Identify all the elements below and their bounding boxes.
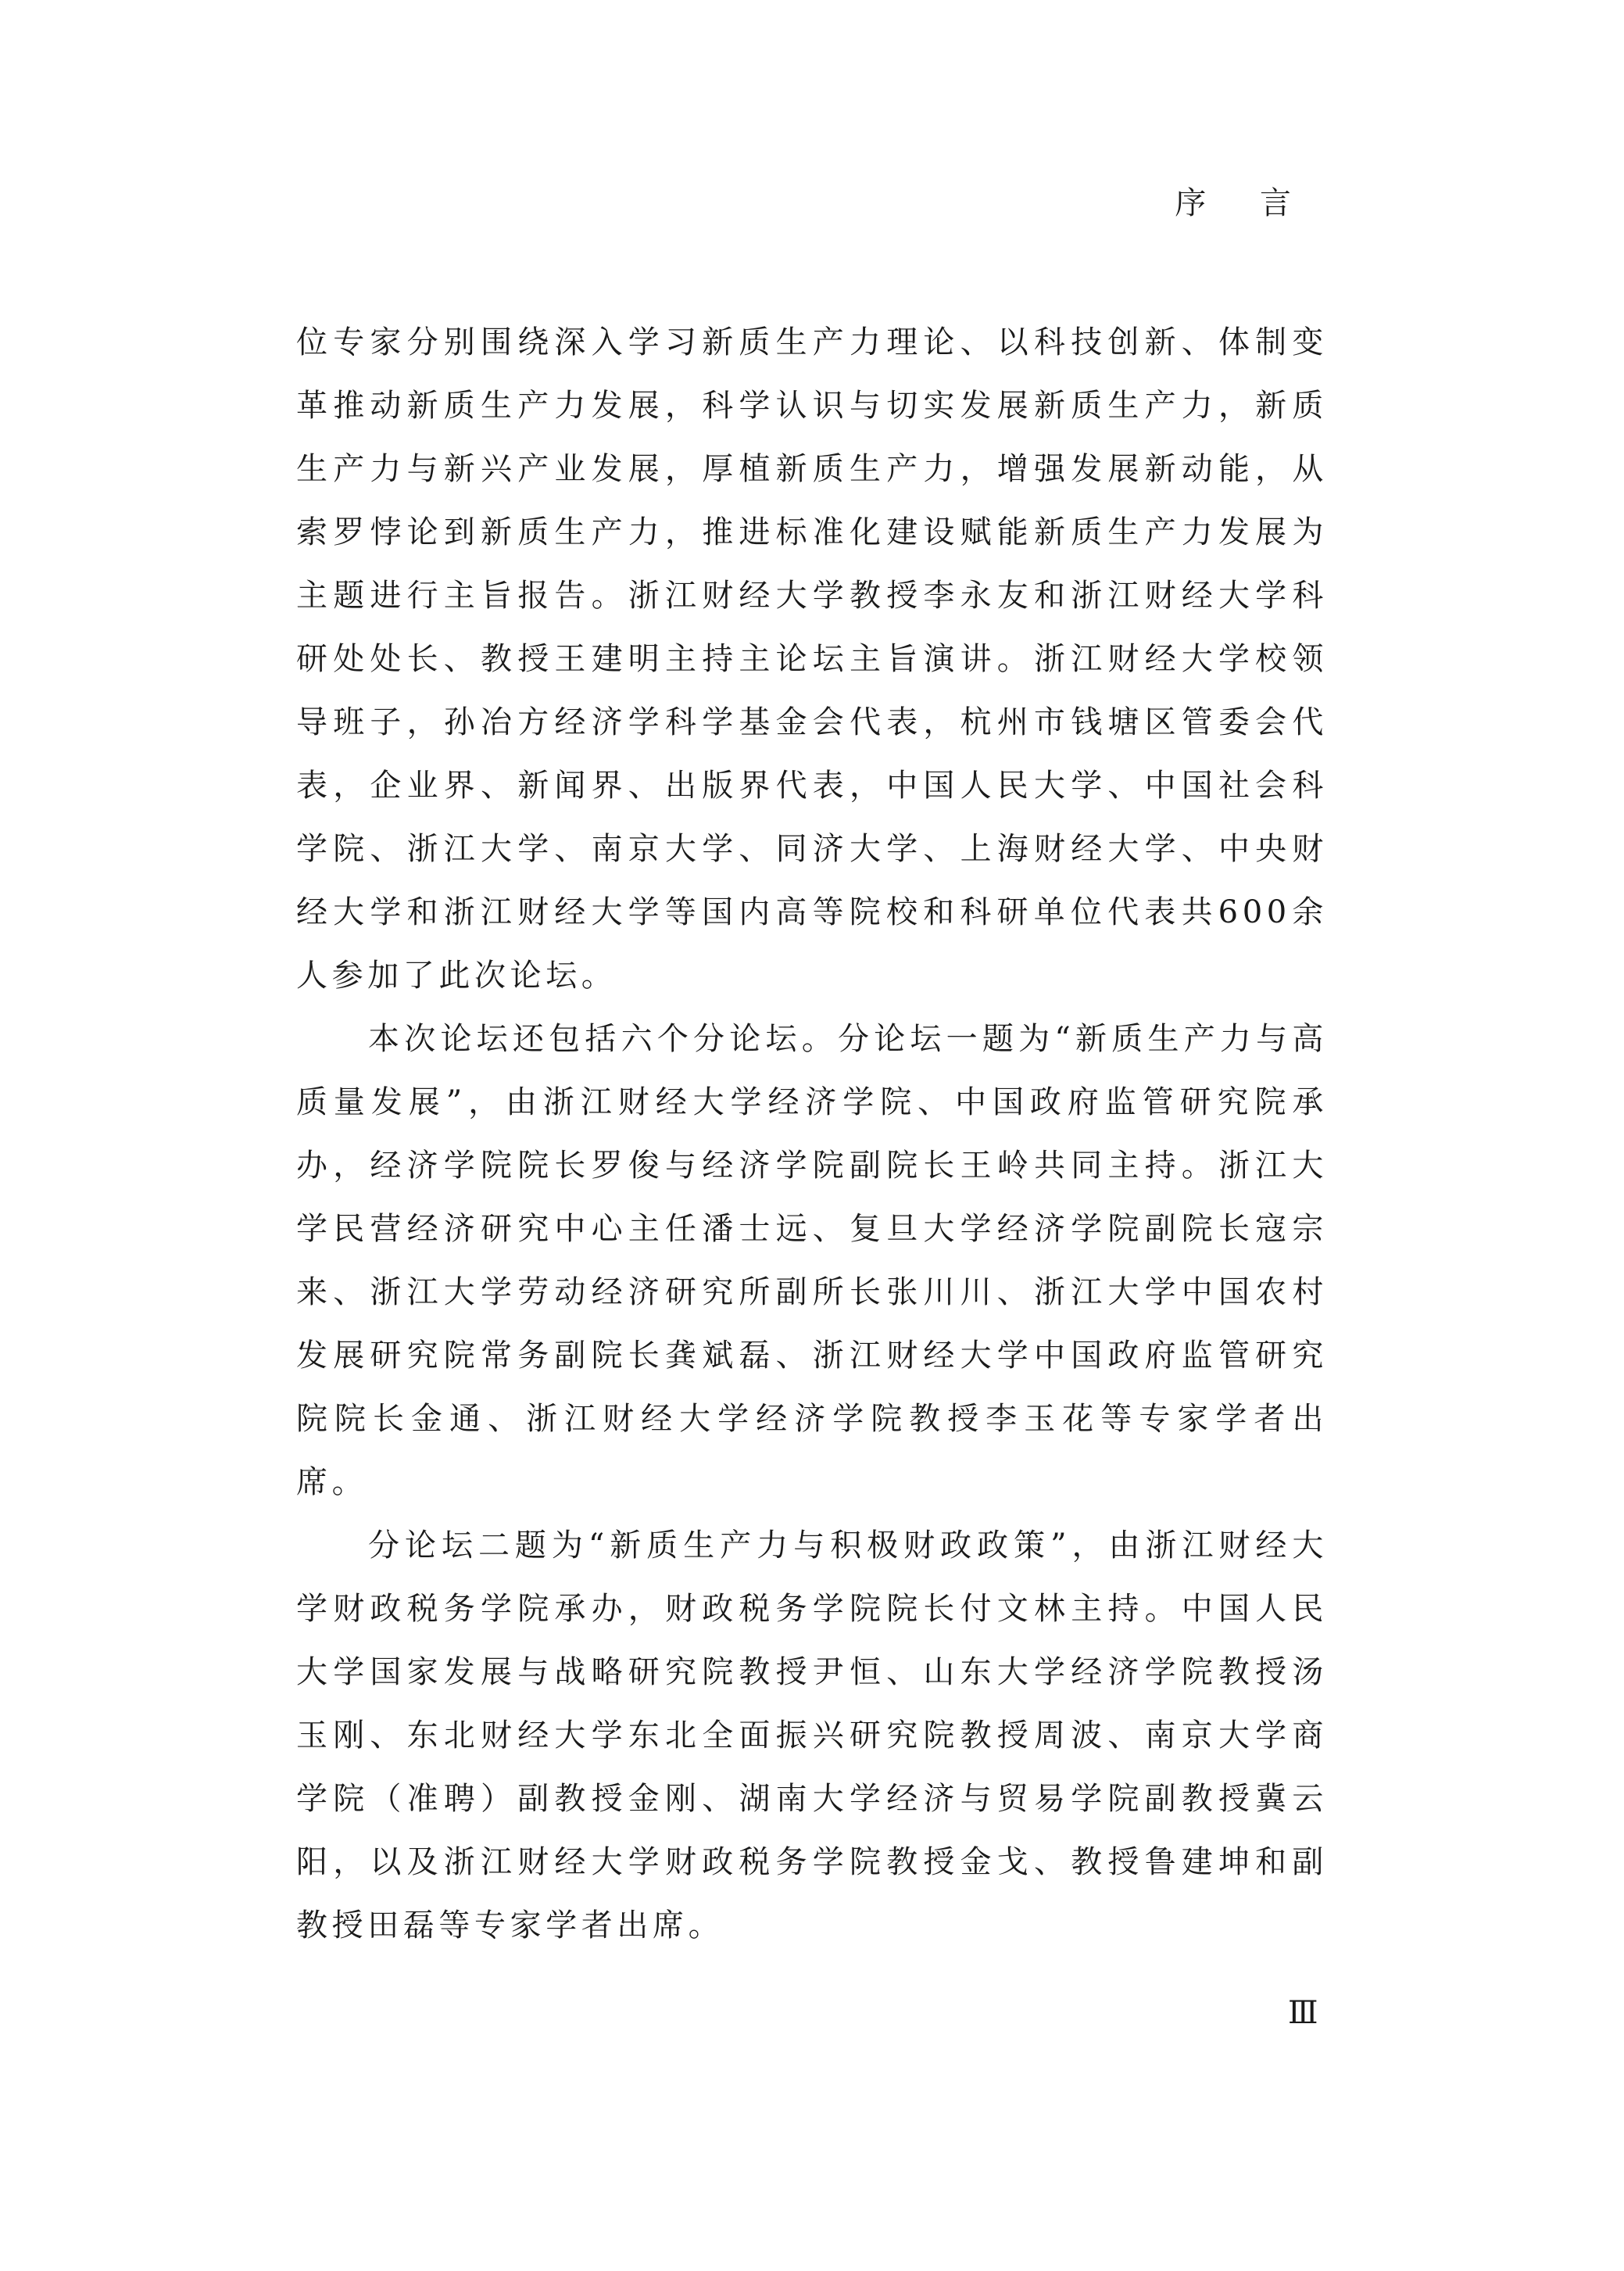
- page-number: Ⅲ: [1288, 1995, 1318, 2031]
- running-header: 序 言: [1175, 185, 1313, 221]
- paragraph-subforum-one: 本次论坛还包括六个分论坛。分论坛一题为“新质生产力与高质量发展”，由浙江财经大学经济学院、中国政府监管研究院承办，经济学院院长罗俊与经济学院副院长王岭共同主持。浙江大学民营经济研究中心主任潘士远、复旦大学经济学院副院长寇宗来、浙江大学劳动经济研究所副所长张川川、浙江大学中国农村发展研究院常务副院长龚斌磊、浙江财经大学中国政府监管研究院院长金通、浙江财经大学经济学院教授李玉花等专家学者出席。: [296, 1021, 1328, 1500]
- paragraph-subforum-two: 分论坛二题为“新质生产力与积极财政政策”，由浙江财经大学财政税务学院承办，财政税务学院院长付文林主持。中国人民大学国家发展与战略研究院教授尹恒、山东大学经济学院教授汤玉刚、东北财经大学东北全面振兴研究院教授周波、南京大学商学院（准聘）副教授金刚、湖南大学经济与贸易学院副教授冀云阳，以及浙江财经大学财政税务学院教授金戈、教授鲁建坤和副教授田磊等专家学者出席。: [296, 1528, 1328, 1943]
- paragraph-continued: 位专家分别围绕深入学习新质生产力理论、以科技创新、体制变革推动新质生产力发展，科学认识与切实发展新质生产力，新质生产力与新兴产业发展，厚植新质生产力，增强发展新动能，从索罗悖论到新质生产力，推进标准化建设赋能新质生产力发展为主题进行主旨报告。浙江财经大学教授李永友和浙江财经大学科研处处长、教授王建明主持主论坛主旨演讲。浙江财经大学校领导班子，孙冶方经济学科学基金会代表，杭州市钱塘区管委会代表，企业界、新闻界、出版界代表，中国人民大学、中国社会科学院、浙江大学、南京大学、同济大学、上海财经大学、中央财经大学和浙江财经大学等国内高等院校和科研单位代表共600余人参加了此次论坛。: [296, 324, 1328, 994]
- body-text: [296, 311, 1328, 1958]
